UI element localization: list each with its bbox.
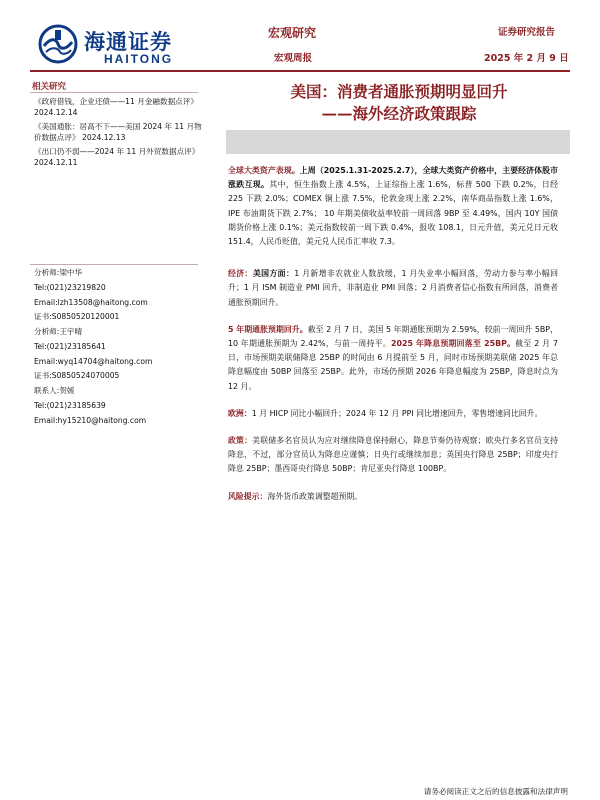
related-item[interactable] [34,121,202,144]
analyst-cert: 证书:S0850520120001 [34,312,120,322]
paragraph-europe [228,407,558,421]
paragraph-policy [228,434,558,477]
report-title: 美国：消费者通胀预期明显回升 [290,82,508,101]
header-divider [30,70,570,72]
analyst-tel: Tel:(021)23219820 [34,282,106,292]
logo-english-name: HAITONG [104,52,174,66]
paragraph-text: 美联储多名官员认为应对继续降息保持耐心，降息节奏仍待观察；欧央行多名官员支持降息，不过，部分官员认为降息应谨慎；日央行或继续加息；英国央行降息 25BP；印度央行降息 25BP；墨西哥央行降息 50BP；肯尼亚央行降息 100BP。 [228,436,558,474]
paragraph-inflation-expectations [228,323,558,394]
related-research-list [34,96,202,170]
analyst-block [34,325,204,384]
related-item-date: 2024.12.11 [34,158,78,168]
paragraph-text: 1 月 HICP 同比小幅回升；2024 年 12 月 PPI 同比增速回升，零售增速同比回升。 [251,408,543,418]
paragraph-text: 截至 2 月 7 日，美国 5 年期通胀预期为 2.59%，较前一周回升 5BP，10 年期通胀预期为 2.42%，与前一周持平。 [228,324,558,349]
paragraph-text: 海外货币政策调整超预期。 [267,491,363,501]
paragraph-risk [228,490,558,504]
related-research-heading: 相关研究 [32,82,67,92]
analyst-email[interactable]: Email:wyq14704@haitong.com [34,356,153,366]
paragraph-lead: 5 年期通胀预期回升。 [228,324,308,334]
related-item-title: 《出口仍不弱——2024 年 11 月外贸数据点评》 [34,146,200,156]
related-item[interactable] [34,96,202,119]
related-item-date: 2024.12.14 [34,108,78,118]
title-band [226,130,570,154]
related-item-date: 2024.12.13 [81,133,126,143]
related-item-title: 《美国通胀：居高不下——美国 2024 年 11 月物价数据点评》 [34,121,202,143]
contact-block [34,384,204,428]
paragraph-lead: 全球大类资产表现。 [228,166,300,175]
paragraph-highlight: 美国方面： [252,269,295,279]
report-date: 2025 年 2 月 9 日 [484,53,569,64]
paragraph-economy [228,267,558,310]
contact-name: 联系人:贺媛 [34,386,75,395]
analyst-cert: 证书:S0850524070005 [34,371,120,381]
analyst-block [34,266,204,325]
paragraph-lead: 欧洲： [228,408,252,418]
report-subtitle: ——海外经济政策跟踪 [321,104,477,123]
paragraph-highlight: 上周（2025.1.31-2025.2.7），全球大类资产价格中，主要经济体股市涨跌互现。 [228,166,558,190]
paragraph-text: 1 月新增非农就业人数放缓，1 月失业率小幅回落，劳动力参与率小幅回升；1 月 ISM 制造业 PMI 回升，非制造业 PMI 回落；2 月消费者信心指数有所回落，消费者通胀预期回升。 [228,269,558,307]
sidebar-divider [30,264,198,265]
report-body [228,164,558,517]
paragraph-lead: 经济： [228,269,253,279]
sidebar-divider [30,92,198,93]
disclaimer-footer: 请务必阅读正文之后的信息披露和法律声明 [423,787,568,796]
report-category: 宏观研究 [268,26,317,40]
related-item[interactable] [34,146,202,169]
contact-tel: Tel:(021)23185639 [34,400,106,410]
paragraph-lead: 风险提示： [228,491,268,501]
paragraph-highlight: 2025 年降息预期回落至 25BP。 [391,339,516,349]
paragraph-text: 截至 2 月 7 日，市场预期美联储降息 25BP 的时间由 6 月提前至 5 月，同时市场预期美联储 2025 年总降息幅度由 50BP 回落至 25BP。此外，市场仍预期 2026 年降息幅度为 25BP，降息时点为 12 月。 [228,339,559,391]
related-item-title: 《政府借钱，企业还债——11 月金融数据点评》 [34,97,198,106]
logo-chinese-name: 海通证券 [84,29,172,54]
paragraph-lead: 政策： [228,436,253,446]
contact-email[interactable]: Email:hy15210@haitong.com [34,415,147,425]
report-type: 证券研究报告 [498,27,556,38]
report-subcategory: 宏观周报 [274,53,313,64]
analyst-tel: Tel:(021)23185641 [34,341,106,351]
analyst-email[interactable]: Email:lzh13508@haitong.com [34,297,148,307]
haitong-logo-icon [38,24,78,64]
paragraph-text: 其中，恒生指数上涨 4.5%，上证综指上涨 1.6%，标普 500 下跌 0.2%，日经 225 下跌 2.0%；COMEX 铜上涨 7.5%，伦敦金现上涨 2.2%，南华商品指数上涨 1.6%，IPE 布油期货下跌 2.7%； 10 年期美债收益率较前一周回落 9BP 至 4.49%，国内 10Y 国债期货价格上涨 0.1%；美元指数较前一周下跌 0.4%，报收 108.1，日元升值，美元兑日元收 151.4，人民币贬值，美元兑人民币汇率收 7.3。 [228,180,558,247]
analyst-name: 分析师:王宇晴 [34,327,83,336]
analyst-name: 分析师:梁中华 [34,268,83,277]
paragraph-asset-performance [228,164,558,249]
